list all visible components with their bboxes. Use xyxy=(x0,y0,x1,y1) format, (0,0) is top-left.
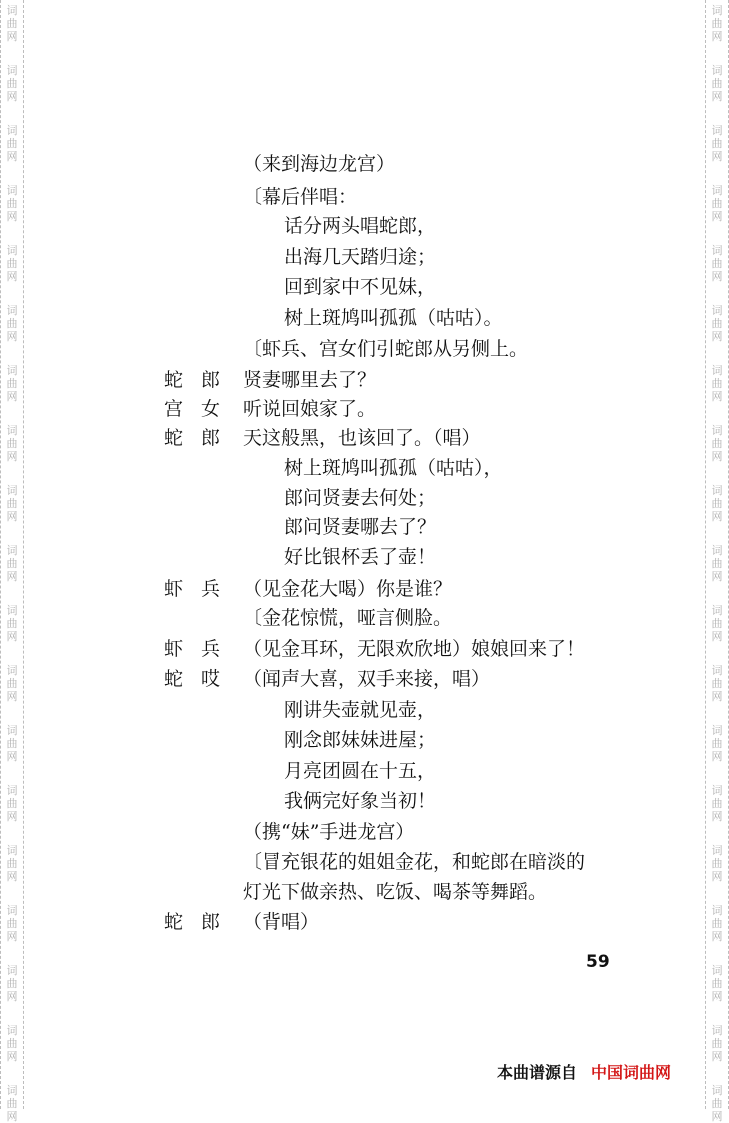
watermark-char: 网 xyxy=(6,150,18,163)
watermark-char: 网 xyxy=(711,630,723,643)
watermark-char: 曲 xyxy=(711,197,723,210)
speaker-label: 蛇哎 xyxy=(164,668,239,690)
watermark-char: 曲 xyxy=(711,77,723,90)
watermark-mark xyxy=(1,1084,23,1123)
watermark-char: 网 xyxy=(6,450,18,463)
watermark-mark xyxy=(1,184,23,223)
watermark-char: 网 xyxy=(711,390,723,403)
watermark-char: 网 xyxy=(711,270,723,283)
watermark-char: 网 xyxy=(711,30,723,43)
speaker-label: 虾兵 xyxy=(164,578,239,600)
speaker-label: 蛇郎 xyxy=(164,427,239,449)
lyric-line: 回到家中不见妹， xyxy=(284,276,437,298)
watermark-char: 曲 xyxy=(711,257,723,270)
speaker-label: 蛇郎 xyxy=(164,369,239,391)
watermark-char: 网 xyxy=(711,450,723,463)
watermark-char: 网 xyxy=(6,390,18,403)
watermark-char: 曲 xyxy=(711,977,723,990)
watermark-char: 曲 xyxy=(6,17,18,30)
watermark-char: 网 xyxy=(711,810,723,823)
watermark-char: 词 xyxy=(6,784,18,797)
lyric-line: 好比银杯丢了壶！ xyxy=(284,546,437,568)
watermark-mark xyxy=(1,244,23,283)
stage-direction: 〔冒充银花的姐姐金花，和蛇郎在暗淡的 xyxy=(243,851,586,873)
watermark-char: 网 xyxy=(6,1110,18,1123)
watermark-char: 词 xyxy=(6,844,18,857)
dialogue-line: （背唱） xyxy=(243,911,320,933)
watermark-char: 词 xyxy=(6,124,18,137)
watermark-char: 曲 xyxy=(711,797,723,810)
watermark-mark xyxy=(706,1024,728,1063)
watermark-char: 词 xyxy=(711,784,723,797)
watermark-char: 网 xyxy=(711,1050,723,1063)
watermark-char: 曲 xyxy=(711,917,723,930)
speaker-label: 宫女 xyxy=(164,398,239,420)
stage-direction: 〔虾兵、宫女们引蛇郎从另侧上。 xyxy=(243,338,529,360)
watermark-mark xyxy=(706,784,728,823)
watermark-char: 曲 xyxy=(711,137,723,150)
watermark-mark xyxy=(706,544,728,583)
watermark-mark xyxy=(706,304,728,343)
watermark-char: 曲 xyxy=(711,1097,723,1110)
watermark-char: 曲 xyxy=(6,797,18,810)
watermark-char: 词 xyxy=(711,484,723,497)
watermark-char: 网 xyxy=(711,150,723,163)
watermark-char: 词 xyxy=(711,664,723,677)
watermark-mark xyxy=(1,904,23,943)
watermark-char: 词 xyxy=(6,964,18,977)
watermark-char: 词 xyxy=(6,304,18,317)
dialogue-line: 听说回娘家了。 xyxy=(243,398,377,420)
lyric-line: 树上斑鸠叫孤孤（咕咕）。 xyxy=(284,307,503,329)
watermark-char: 曲 xyxy=(711,1037,723,1050)
watermark-mark xyxy=(706,484,728,523)
watermark-char: 词 xyxy=(6,64,18,77)
watermark-mark xyxy=(706,4,728,43)
watermark-mark xyxy=(1,124,23,163)
lyric-line: 话分两头唱蛇郎， xyxy=(284,215,437,237)
watermark-mark xyxy=(1,664,23,703)
watermark-char: 词 xyxy=(711,304,723,317)
watermark-char: 网 xyxy=(711,690,723,703)
dialogue-line: （闻声大喜，双手来接，唱） xyxy=(243,668,491,690)
watermark-mark xyxy=(1,4,23,43)
watermark-mark xyxy=(1,544,23,583)
watermark-mark xyxy=(706,124,728,163)
watermark-char: 曲 xyxy=(6,377,18,390)
source-site-link[interactable]: 中国词曲网 xyxy=(591,1063,672,1082)
watermark-char: 词 xyxy=(711,184,723,197)
watermark-char: 词 xyxy=(711,724,723,737)
watermark-char: 词 xyxy=(6,484,18,497)
watermark-char: 词 xyxy=(711,844,723,857)
stage-direction: 〔金花惊慌，哑言侧脸。 xyxy=(243,607,453,629)
watermark-mark xyxy=(706,64,728,103)
watermark-char: 网 xyxy=(6,510,18,523)
lyric-line: 出海几天踏归途； xyxy=(284,246,437,268)
watermark-char: 网 xyxy=(6,570,18,583)
watermark-char: 网 xyxy=(711,870,723,883)
watermark-char: 网 xyxy=(711,990,723,1003)
watermark-char: 曲 xyxy=(6,437,18,450)
watermark-mark xyxy=(1,1024,23,1063)
watermark-char: 曲 xyxy=(6,497,18,510)
watermark-char: 网 xyxy=(711,510,723,523)
watermark-char: 网 xyxy=(711,1110,723,1123)
watermark-char: 词 xyxy=(6,1084,18,1097)
watermark-char: 曲 xyxy=(6,617,18,630)
watermark-char: 词 xyxy=(6,1024,18,1037)
watermark-mark xyxy=(706,604,728,643)
watermark-char: 网 xyxy=(6,630,18,643)
watermark-char: 词 xyxy=(711,424,723,437)
watermark-char: 网 xyxy=(6,330,18,343)
watermark-mark xyxy=(1,604,23,643)
watermark-char: 网 xyxy=(711,330,723,343)
watermark-mark xyxy=(1,424,23,463)
watermark-mark xyxy=(1,364,23,403)
lyric-line: 树上斑鸠叫孤孤（咕咕）， xyxy=(284,457,503,479)
watermark-char: 词 xyxy=(6,544,18,557)
watermark-char: 曲 xyxy=(6,557,18,570)
watermark-char: 网 xyxy=(711,90,723,103)
watermark-char: 曲 xyxy=(6,257,18,270)
watermark-char: 曲 xyxy=(6,77,18,90)
watermark-char: 词 xyxy=(6,904,18,917)
left-margin-strip xyxy=(0,0,24,1123)
lyric-line: 郎问贤妻哪去了？ xyxy=(284,516,437,538)
watermark-char: 曲 xyxy=(711,857,723,870)
watermark-char: 词 xyxy=(711,964,723,977)
watermark-char: 词 xyxy=(6,244,18,257)
watermark-char: 曲 xyxy=(711,17,723,30)
watermark-char: 词 xyxy=(6,4,18,17)
watermark-char: 词 xyxy=(711,1024,723,1037)
watermark-char: 词 xyxy=(711,544,723,557)
watermark-char: 词 xyxy=(711,124,723,137)
lyric-line: 刚念郎妹妹进屋； xyxy=(284,729,437,751)
watermark-char: 网 xyxy=(6,930,18,943)
watermark-mark xyxy=(706,904,728,943)
right-margin-strip xyxy=(705,0,729,1123)
watermark-char: 词 xyxy=(711,904,723,917)
lyric-line: 郎问贤妻去何处； xyxy=(284,487,437,509)
watermark-char: 曲 xyxy=(6,857,18,870)
watermark-char: 网 xyxy=(6,870,18,883)
watermark-mark xyxy=(1,724,23,763)
watermark-char: 曲 xyxy=(711,617,723,630)
stage-direction: 〔幕后伴唱： xyxy=(243,186,358,208)
watermark-char: 词 xyxy=(711,244,723,257)
watermark-char: 网 xyxy=(711,930,723,943)
dialogue-line: 贤妻哪里去了？ xyxy=(243,369,377,391)
watermark-char: 词 xyxy=(711,364,723,377)
watermark-char: 曲 xyxy=(6,977,18,990)
watermark-char: 曲 xyxy=(711,677,723,690)
watermark-char: 网 xyxy=(6,30,18,43)
watermark-char: 曲 xyxy=(6,317,18,330)
watermark-char: 网 xyxy=(6,810,18,823)
source-credit xyxy=(497,1060,671,1083)
watermark-char: 网 xyxy=(6,750,18,763)
watermark-char: 词 xyxy=(6,424,18,437)
watermark-char: 曲 xyxy=(6,917,18,930)
lyric-line: 我俩完好象当初！ xyxy=(284,790,437,812)
watermark-char: 词 xyxy=(711,1084,723,1097)
watermark-mark xyxy=(706,1084,728,1123)
dialogue-line: （见金耳环，无限欢欣地）娘娘回来了！ xyxy=(243,638,586,660)
watermark-char: 网 xyxy=(6,270,18,283)
dialogue-line: 天这般黑，也该回了。（唱） xyxy=(243,427,481,449)
dialogue-line: （见金花大喝）你是谁？ xyxy=(243,578,453,600)
watermark-char: 曲 xyxy=(6,1037,18,1050)
page-number: 59 xyxy=(586,952,610,972)
watermark-char: 曲 xyxy=(711,317,723,330)
stage-direction: （携“妹”手进龙宫） xyxy=(243,821,415,843)
watermark-char: 词 xyxy=(6,724,18,737)
watermark-char: 曲 xyxy=(6,737,18,750)
source-label: 本曲谱源自 xyxy=(497,1063,578,1082)
watermark-char: 曲 xyxy=(711,377,723,390)
scene-heading: （来到海边龙宫） xyxy=(243,153,396,175)
watermark-mark xyxy=(1,64,23,103)
watermark-char: 词 xyxy=(711,604,723,617)
watermark-char: 网 xyxy=(6,1050,18,1063)
lyric-line: 刚讲失壶就见壶， xyxy=(284,699,437,721)
speaker-label: 蛇郎 xyxy=(164,911,239,933)
watermark-char: 网 xyxy=(6,210,18,223)
stage-direction-continued: 灯光下做亲热、吃饭、喝茶等舞蹈。 xyxy=(243,881,548,903)
watermark-mark xyxy=(1,784,23,823)
watermark-char: 曲 xyxy=(6,1097,18,1110)
watermark-char: 曲 xyxy=(711,737,723,750)
watermark-char: 网 xyxy=(711,570,723,583)
watermark-char: 词 xyxy=(711,64,723,77)
watermark-mark xyxy=(706,964,728,1003)
watermark-mark xyxy=(706,424,728,463)
watermark-char: 词 xyxy=(6,604,18,617)
watermark-char: 词 xyxy=(6,664,18,677)
watermark-mark xyxy=(1,304,23,343)
watermark-char: 曲 xyxy=(711,497,723,510)
watermark-char: 词 xyxy=(711,4,723,17)
speaker-label: 虾兵 xyxy=(164,638,239,660)
watermark-char: 曲 xyxy=(6,197,18,210)
watermark-mark xyxy=(706,724,728,763)
watermark-mark xyxy=(1,484,23,523)
watermark-char: 词 xyxy=(6,364,18,377)
watermark-char: 网 xyxy=(711,750,723,763)
watermark-char: 曲 xyxy=(711,557,723,570)
watermark-mark xyxy=(706,664,728,703)
watermark-mark xyxy=(1,844,23,883)
watermark-char: 网 xyxy=(6,90,18,103)
watermark-mark xyxy=(706,844,728,883)
watermark-char: 曲 xyxy=(6,677,18,690)
watermark-char: 词 xyxy=(6,184,18,197)
watermark-char: 网 xyxy=(6,990,18,1003)
watermark-mark xyxy=(706,184,728,223)
watermark-mark xyxy=(1,964,23,1003)
watermark-char: 曲 xyxy=(6,137,18,150)
watermark-char: 网 xyxy=(6,690,18,703)
watermark-char: 曲 xyxy=(711,437,723,450)
watermark-char: 网 xyxy=(711,210,723,223)
lyric-line: 月亮团圆在十五， xyxy=(284,760,437,782)
watermark-mark xyxy=(706,364,728,403)
watermark-mark xyxy=(706,244,728,283)
